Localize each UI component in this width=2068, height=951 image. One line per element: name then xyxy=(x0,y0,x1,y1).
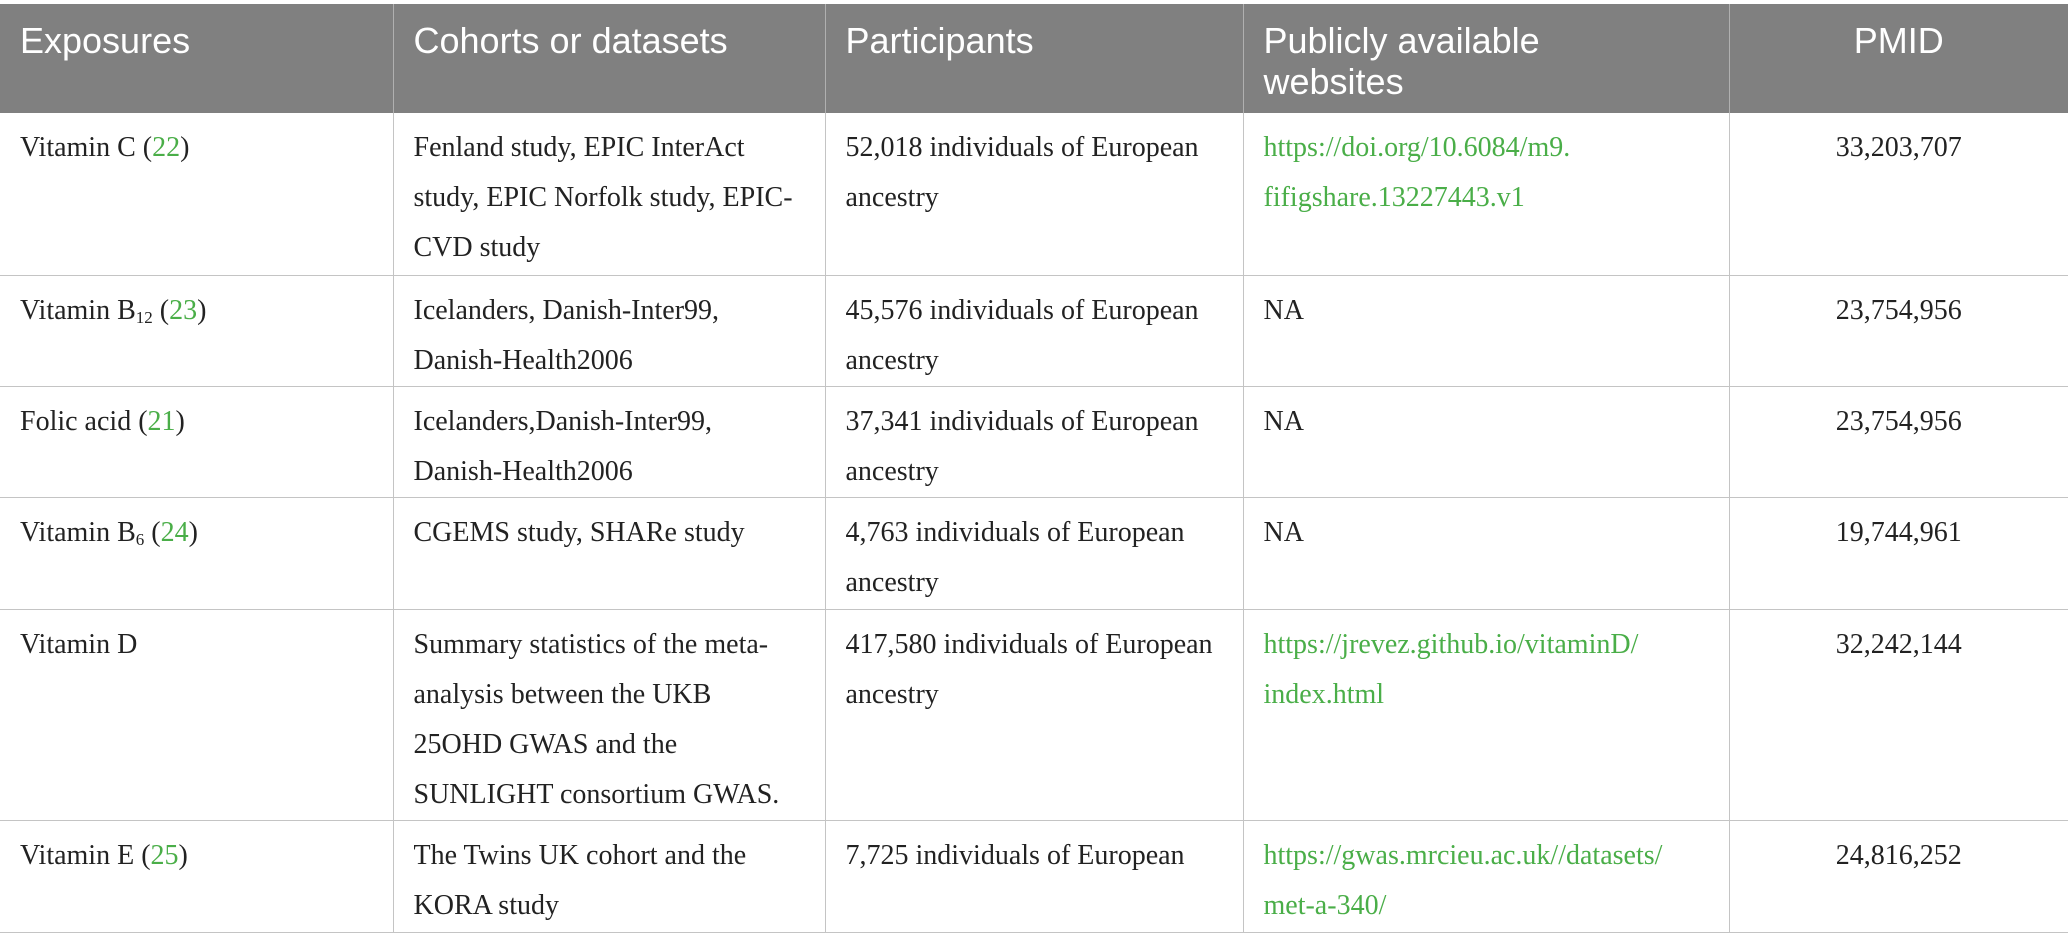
website-cell xyxy=(1243,275,1729,386)
reference-link[interactable]: 22 xyxy=(152,132,181,163)
header-exposures: Exposures xyxy=(0,4,393,113)
website-cell xyxy=(1243,820,1729,932)
header-pmid: PMID xyxy=(1729,4,2068,113)
website-cell xyxy=(1243,609,1729,820)
cohorts-cell xyxy=(393,820,825,932)
website-link[interactable]: index.html xyxy=(1263,678,1385,710)
exposure-name: Vitamin C xyxy=(20,132,136,163)
website-cell xyxy=(1243,497,1729,609)
table-row xyxy=(0,609,2068,820)
exposure-cell: Vitamin $B_6$ (24) xyxy=(0,497,393,609)
reference-link[interactable]: 24 xyxy=(160,516,189,548)
exposure-cell: Vitamin C (22) xyxy=(0,113,393,275)
exposure-name: Vitamin B xyxy=(20,516,136,548)
website-cell xyxy=(1243,386,1729,497)
cohorts-line: Danish-Health2006 xyxy=(413,455,633,487)
participants-line: ancestry xyxy=(845,455,939,487)
participants-cell xyxy=(825,386,1243,497)
cohorts-line: The Twins UK cohort and the xyxy=(413,839,747,871)
website-na: NA xyxy=(1263,294,1304,326)
header-row xyxy=(0,4,2068,113)
reference-link[interactable]: 23 xyxy=(169,294,198,326)
reference-link[interactable]: 25 xyxy=(150,839,179,871)
exposure-subscript: 6 xyxy=(135,529,145,549)
cohorts-line: 25OHD GWAS and the xyxy=(413,728,678,760)
participants-line: 45,576 individuals of European xyxy=(845,294,1199,326)
table-row xyxy=(0,497,2068,609)
cohorts-cell xyxy=(393,386,825,497)
pmid-cell: 24,816,252 xyxy=(1729,820,2068,932)
participants-line: 417,580 individuals of European xyxy=(845,628,1213,660)
cohorts-line: Fenland study, EPIC InterAct xyxy=(413,132,745,163)
website-na: NA xyxy=(1263,516,1304,548)
participants-cell xyxy=(825,275,1243,386)
table-row xyxy=(0,386,2068,497)
participants-line: ancestry xyxy=(845,678,939,710)
exposure-name: Vitamin B xyxy=(20,294,136,326)
cohorts-line: SUNLIGHT consortium GWAS. xyxy=(413,778,780,810)
header-cohorts: Cohorts or datasets xyxy=(393,4,825,113)
cohorts-line: Icelanders,Danish-Inter99, xyxy=(413,405,713,437)
website-link[interactable]: https://gwas.mrcieu.ac.uk//datasets/ xyxy=(1263,839,1663,871)
table-row xyxy=(0,113,2068,275)
pmid-cell: 23,754,956 xyxy=(1729,275,2068,386)
reference-link[interactable]: 21 xyxy=(147,405,176,437)
exposure-name: Vitamin D xyxy=(20,628,138,660)
website-link[interactable]: https://doi.org/10.6084/m9. xyxy=(1263,132,1571,163)
pmid-cell: 23,754,956 xyxy=(1729,386,2068,497)
pmid-cell: 19,744,961 xyxy=(1729,497,2068,609)
participants-cell xyxy=(825,113,1243,275)
website-link[interactable]: https://jrevez.github.io/vitaminD/ xyxy=(1263,628,1639,660)
pmid-cell: 33,203,707 xyxy=(1729,113,2068,275)
cohorts-line: study, EPIC Norfolk study, EPIC- xyxy=(413,182,793,213)
participants-line: ancestry xyxy=(845,344,939,376)
participants-cell xyxy=(825,497,1243,609)
participants-cell xyxy=(825,820,1243,932)
table-row xyxy=(0,820,2068,932)
exposure-name: Folic acid xyxy=(20,405,132,437)
exposure-subscript: 12 xyxy=(135,307,153,327)
participants-line: 52,018 individuals of European xyxy=(845,132,1199,163)
cohorts-line: Summary statistics of the meta- xyxy=(413,628,769,660)
cohorts-cell xyxy=(393,497,825,609)
exposure-cell: Vitamin $B_{12}$ (23) xyxy=(0,275,393,386)
participants-line: ancestry xyxy=(845,566,939,598)
header-websites-line-1: Publicly available xyxy=(1263,20,1540,61)
participants-cell xyxy=(825,609,1243,820)
website-link[interactable]: fifigshare.13227443.v1 xyxy=(1263,182,1525,213)
table-row xyxy=(0,275,2068,386)
cohorts-line: Danish-Health2006 xyxy=(413,344,633,376)
website-cell xyxy=(1243,113,1729,275)
cohorts-line: Icelanders, Danish-Inter99, xyxy=(413,294,720,326)
website-na: NA xyxy=(1263,405,1304,437)
exposure-cell xyxy=(0,609,393,820)
exposures-table xyxy=(0,4,2068,933)
cohorts-cell xyxy=(393,113,825,275)
exposure-cell: Folic acid (21) xyxy=(0,386,393,497)
header-participants: Participants xyxy=(825,4,1243,113)
pmid-cell: 32,242,144 xyxy=(1729,609,2068,820)
exposure-cell: Vitamin E (25) xyxy=(0,820,393,932)
cohorts-cell xyxy=(393,275,825,386)
participants-line: 37,341 individuals of European xyxy=(845,405,1199,437)
website-link[interactable]: met-a-340/ xyxy=(1263,889,1387,921)
participants-line: 7,725 individuals of European xyxy=(845,839,1185,871)
exposure-name: Vitamin E xyxy=(20,839,135,871)
cohorts-line: KORA study xyxy=(413,889,559,921)
participants-line: 4,763 individuals of European xyxy=(845,516,1185,548)
cohorts-line: analysis between the UKB xyxy=(413,678,712,710)
cohorts-line: CVD study xyxy=(413,232,541,263)
participants-line: ancestry xyxy=(845,182,939,213)
header-websites xyxy=(1243,4,1729,113)
cohorts-cell xyxy=(393,609,825,820)
header-websites-line-2: websites xyxy=(1263,61,1404,102)
cohorts-line: CGEMS study, SHARe study xyxy=(413,516,745,548)
